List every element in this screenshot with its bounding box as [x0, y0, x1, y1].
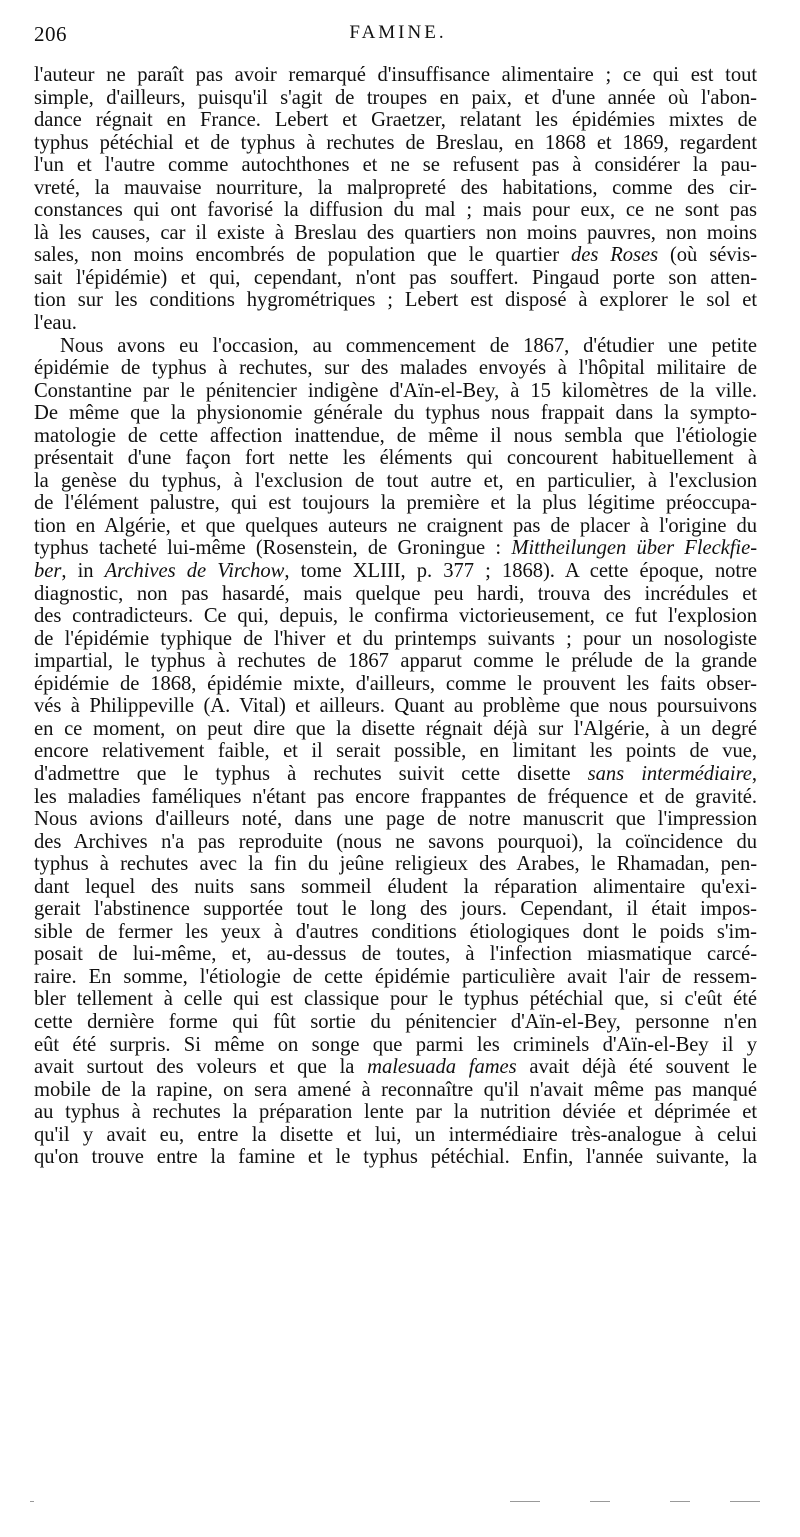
- text-line: présentait d'une façon fort nette les éléments qui concourent habituellement à: [34, 447, 757, 470]
- page-number: 206: [34, 22, 67, 46]
- text-line: impartial, le typhus à rechutes de 1867 apparut comme le prélude de la grande: [34, 650, 757, 673]
- text-run: ,: [751, 762, 757, 785]
- text-line: [34, 763, 757, 786]
- text-line: en ce moment, on peut dire que la disette régnait déjà sur l'Algérie, à un degré: [34, 717, 757, 740]
- page-header: [34, 22, 762, 58]
- italic-text: Mittheilungen über Fleckfie-: [511, 537, 758, 560]
- scan-artifacts: [30, 1499, 760, 1505]
- text-line: tion en Algérie, et que quelques auteurs ne craignent pas de placer à l'origine du: [34, 514, 757, 537]
- text-line: mobile de la rapine, on sera amené à reconnaître qu'il n'avait même pas manqué: [34, 1078, 757, 1101]
- text-line: typhus à rechutes avec la fin du jeûne religieux des Arabes, le Rhamadan, pen-: [34, 853, 757, 876]
- text-line: Nous avions d'ailleurs noté, dans une page de notre manuscrit que l'impression: [34, 808, 757, 831]
- text-line: sait l'épidémie) et qui, cependant, n'ont pas souffert. Pingaud porte son atten-: [34, 266, 757, 289]
- text-line: raire. En somme, l'étiologie de cette épidémie particulière avait l'air de ressem-: [34, 965, 757, 988]
- text-line: l'auteur ne paraît pas avoir remarqué d'insuffisance alimentaire ; ce qui est tout: [34, 64, 757, 86]
- text-line: là les causes, car il existe à Breslau des quartiers non moins pauvres, non moins: [34, 221, 757, 244]
- text-line: au typhus à rechutes la préparation lente par la nutrition déviée et déprimée et: [34, 1101, 757, 1124]
- text-line: [34, 244, 757, 267]
- text-line: [34, 560, 757, 583]
- text-line: qu'il y avait eu, entre la disette et lui, un intermédiaire très-analogue à celui: [34, 1123, 757, 1146]
- italic-text: ber: [34, 560, 62, 583]
- text-line: de l'élément palustre, qui est toujours la première et la plus légitime préoccupa-: [34, 492, 757, 515]
- text-line: encore relativement faible, et il serait possible, en limitant les points de vue,: [34, 740, 757, 763]
- text-run: avait déjà été souvent le: [516, 1056, 757, 1079]
- text-line: la genèse du typhus, à l'exclusion de tout autre et, en particulier, à l'exclusion: [34, 469, 757, 492]
- text-line: sible de fermer les yeux à d'autres conditions étiologiques dont le poids s'im-: [34, 920, 757, 943]
- text-line: les maladies faméliques n'étant pas encore frappantes de fréquence et de gravité.: [34, 785, 757, 808]
- text-line: simple, d'ailleurs, puisqu'il s'agit de troupes en paix, et d'une année où l'abon-: [34, 86, 757, 109]
- text-line: Constantine par le pénitencier indigène d'Aïn-el-Bey, à 15 kilomètres de la ville.: [34, 379, 757, 402]
- text-line: Nous avons eu l'occasion, au commencement de 1867, d'étudier une petite: [60, 334, 757, 357]
- text-line: qu'on trouve entre la famine et le typhus pétéchial. Enfin, l'année suivante, la: [34, 1146, 757, 1169]
- text-line: gerait l'abstinence supportée tout le long des jours. Cependant, il était impos-: [34, 898, 757, 921]
- text-line: [34, 537, 757, 560]
- text-line: typhus pétéchial et de typhus à rechutes de Breslau, en 1868 et 1869, regardent: [34, 131, 757, 154]
- text-line: eût été surpris. Si même on songe que parmi les criminels d'Aïn-el-Bey il y: [34, 1033, 757, 1056]
- text-line: l'un et l'autre comme autochthones et ne se refusent pas à considérer la pau-: [34, 154, 757, 177]
- text-run: d'admettre que le typhus à rechutes suivit cette disette: [34, 762, 588, 785]
- scan-mark: [510, 1501, 540, 1502]
- text-line: épidémie de 1868, épidémie mixte, d'ailleurs, comme le prouvent les faits obser-: [34, 672, 757, 695]
- text-run: , tome XLIII, p. 377 ; 1868). A cette époque, notre: [284, 560, 758, 583]
- text-line: cette dernière forme qui fût sortie du pénitencier d'Aïn-el-Bey, personne n'en: [34, 1010, 757, 1033]
- text-line: des contradicteurs. Ce qui, depuis, le confirma victorieusement, ce fut l'explosion: [34, 605, 757, 628]
- text-run: typhus tacheté lui-même (Rosenstein, de Groningue :: [34, 537, 512, 560]
- text-line: vreté, la mauvaise nourriture, la malpropreté des habitations, comme des cir-: [34, 176, 757, 199]
- body-text: [34, 64, 757, 1169]
- text-line: épidémie de typhus à rechutes, sur des malades envoyés à l'hôpital militaire de: [34, 357, 757, 380]
- text-line: constances qui ont favorisé la diffusion du mal ; mais pour eux, ce ne sont pas: [34, 199, 757, 222]
- scan-mark: [670, 1501, 690, 1502]
- text-run: (où sévis-: [658, 244, 758, 267]
- text-line: dance régnait en France. Lebert et Graetzer, relatant les épidémies mixtes de: [34, 109, 757, 132]
- text-line: diagnostic, non pas hasardé, mais quelque peu hardi, trouva des incrédules et: [34, 582, 757, 605]
- scan-mark: [590, 1501, 610, 1502]
- text-line: [34, 1056, 757, 1079]
- text-line: posait de lui-même, et, au-dessus de toutes, à l'infection miasmatique carcé-: [34, 943, 757, 966]
- italic-text: Archives de Virchow: [104, 560, 285, 583]
- text-line: tion sur les conditions hygrométriques ; Lebert est disposé à explorer le sol et: [34, 289, 757, 312]
- text-run: sales, non moins encombrés de population que le quartier: [34, 244, 571, 267]
- scan-mark: [30, 1501, 34, 1502]
- text-line: l'eau.: [34, 312, 77, 335]
- running-head: FAMINE.: [349, 22, 447, 43]
- text-line: matologie de cette affection inattendue, de même il nous sembla que l'étiologie: [34, 424, 757, 447]
- scan-mark: [730, 1501, 760, 1502]
- text-line: bler tellement à celle qui est classique pour le typhus pétéchial que, si c'eût été: [34, 988, 757, 1011]
- text-line: De même que la physionomie générale du typhus nous frappait dans la sympto-: [34, 402, 757, 425]
- text-line: vés à Philippeville (A. Vital) et ailleurs. Quant au problème que nous poursuivons: [34, 695, 757, 718]
- text-line: dant lequel des nuits sans sommeil éludent la réparation alimentaire qu'exi-: [34, 875, 757, 898]
- text-line: de l'épidémie typhique de l'hiver et du printemps suivants ; pour un nosologiste: [34, 627, 757, 650]
- italic-text: des Roses: [570, 244, 659, 267]
- italic-text: sans intermédiaire: [587, 762, 752, 785]
- italic-text: malesuada fames: [367, 1056, 517, 1079]
- text-run: , in: [61, 560, 105, 583]
- text-run: avait surtout des voleurs et que la: [34, 1056, 368, 1079]
- text-line: des Archives n'a pas reproduite (nous ne savons pourquoi), la coïncidence du: [34, 830, 757, 853]
